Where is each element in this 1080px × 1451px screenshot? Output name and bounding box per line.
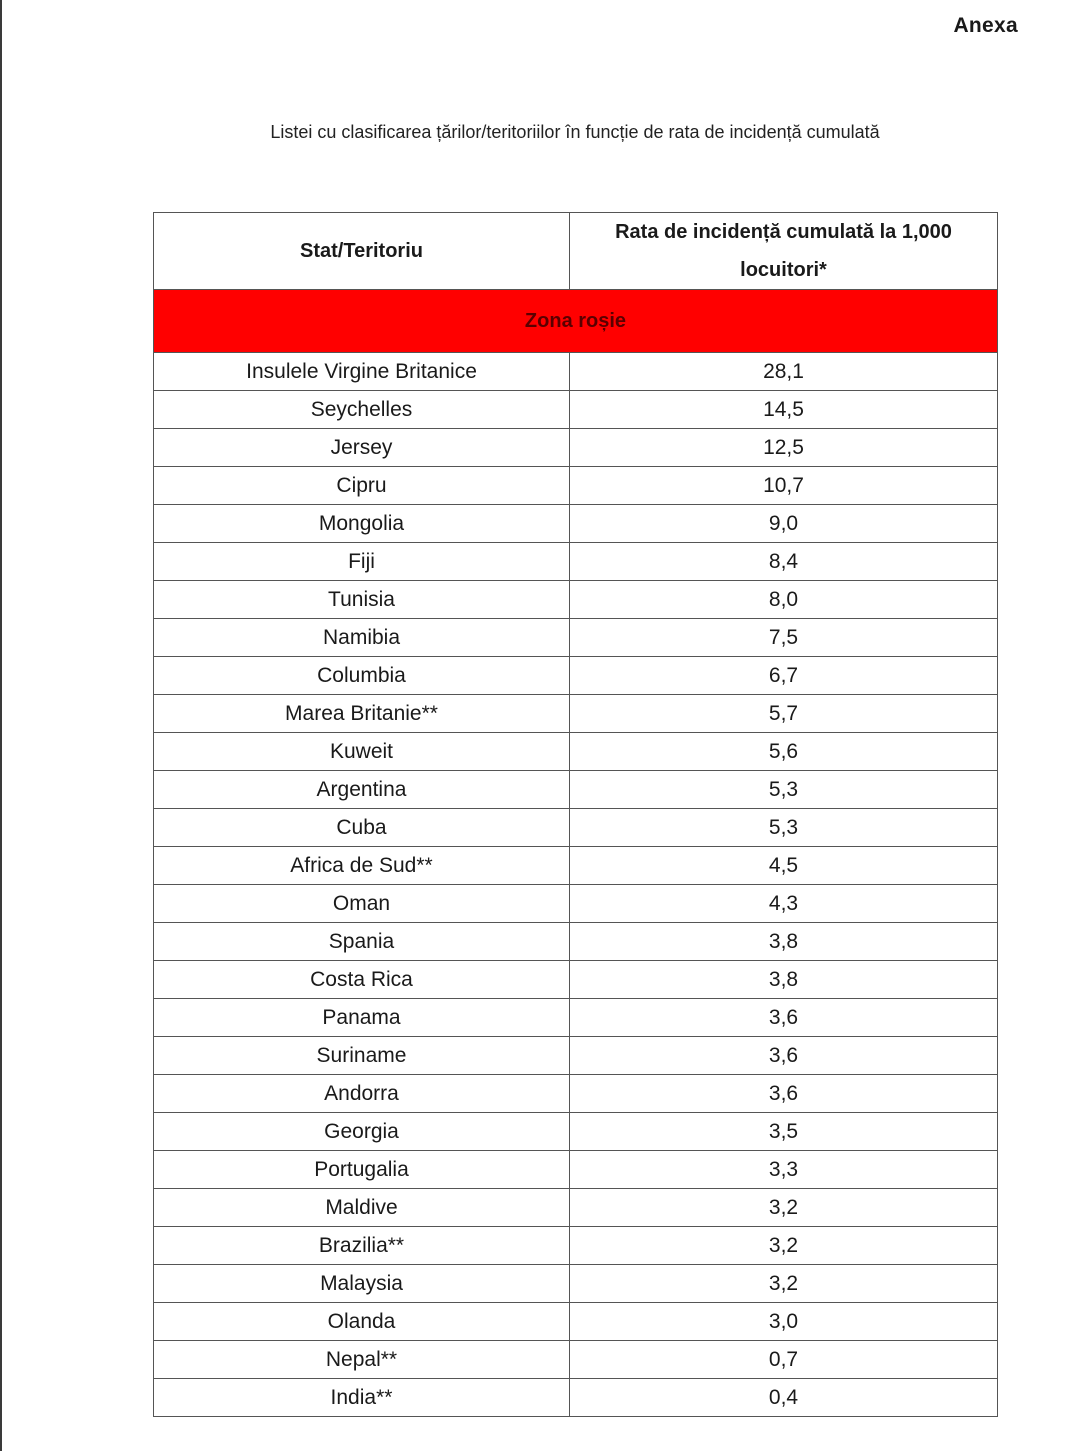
country-cell: Marea Britanie** (154, 695, 570, 733)
rate-cell: 3,2 (570, 1265, 998, 1303)
rate-cell: 8,0 (570, 581, 998, 619)
table-row (154, 1189, 998, 1227)
country-column-header-label: Stat/Teritoriu (300, 240, 423, 262)
zone-header-row (154, 290, 998, 353)
table-row (154, 619, 998, 657)
rate-cell: 3,8 (570, 923, 998, 961)
rate-cell: 3,0 (570, 1303, 998, 1341)
rate-cell: 9,0 (570, 505, 998, 543)
rate-cell: 12,5 (570, 429, 998, 467)
rate-cell: 7,5 (570, 619, 998, 657)
country-cell: Mongolia (154, 505, 570, 543)
rate-cell: 3,2 (570, 1189, 998, 1227)
table-row (154, 581, 998, 619)
table-row (154, 1113, 998, 1151)
country-cell: Costa Rica (154, 961, 570, 999)
country-cell: Nepal** (154, 1341, 570, 1379)
table-row (154, 429, 998, 467)
rate-cell: 6,7 (570, 657, 998, 695)
table-header (154, 213, 998, 290)
country-cell: Argentina (154, 771, 570, 809)
rate-cell: 5,6 (570, 733, 998, 771)
table-row (154, 467, 998, 505)
country-cell: Seychelles (154, 391, 570, 429)
table-row (154, 1341, 998, 1379)
table-row (154, 505, 998, 543)
rate-cell: 0,4 (570, 1379, 998, 1417)
table-row (154, 391, 998, 429)
country-cell: Tunisia (154, 581, 570, 619)
annex-label: Anexa (953, 14, 1018, 37)
table-row (154, 1303, 998, 1341)
page-left-edge (0, 0, 2, 1451)
table-row (154, 1151, 998, 1189)
rate-cell: 3,6 (570, 1037, 998, 1075)
table-row (154, 961, 998, 999)
country-cell: Oman (154, 885, 570, 923)
table-row (154, 999, 998, 1037)
country-cell: Olanda (154, 1303, 570, 1341)
country-cell: Suriname (154, 1037, 570, 1075)
country-cell: Cipru (154, 467, 570, 505)
table-row (154, 771, 998, 809)
country-cell: Fiji (154, 543, 570, 581)
rate-cell: 3,6 (570, 1075, 998, 1113)
rate-cell: 28,1 (570, 353, 998, 391)
table-row (154, 1379, 998, 1417)
rate-cell: 3,2 (570, 1227, 998, 1265)
table-row (154, 657, 998, 695)
rate-cell: 5,3 (570, 809, 998, 847)
rate-cell: 14,5 (570, 391, 998, 429)
rate-column-header (570, 213, 998, 290)
document-title: Listei cu clasificarea țărilor/teritoriilor în funcție de rata de incidență cumulată (270, 122, 880, 142)
country-cell: Africa de Sud** (154, 847, 570, 885)
rate-cell: 8,4 (570, 543, 998, 581)
table-row (154, 353, 998, 391)
table-row (154, 1037, 998, 1075)
rate-cell: 10,7 (570, 467, 998, 505)
rate-cell: 5,7 (570, 695, 998, 733)
country-cell: Insulele Virgine Britanice (154, 353, 570, 391)
table-row (154, 695, 998, 733)
country-cell: Georgia (154, 1113, 570, 1151)
table-row (154, 809, 998, 847)
country-cell: Maldive (154, 1189, 570, 1227)
country-cell: Panama (154, 999, 570, 1037)
country-cell: India** (154, 1379, 570, 1417)
country-cell: Namibia (154, 619, 570, 657)
zone-label: Zona roșie (524, 309, 627, 332)
table-row (154, 923, 998, 961)
table-row (154, 1227, 998, 1265)
table-row (154, 847, 998, 885)
rate-cell: 3,3 (570, 1151, 998, 1189)
rate-cell: 5,3 (570, 771, 998, 809)
table-row (154, 543, 998, 581)
rate-cell: 3,5 (570, 1113, 998, 1151)
table-row (154, 733, 998, 771)
country-cell: Portugalia (154, 1151, 570, 1189)
table-row (154, 1265, 998, 1303)
country-column-header (154, 213, 570, 290)
country-cell: Cuba (154, 809, 570, 847)
incidence-table (153, 212, 998, 1417)
country-cell: Andorra (154, 1075, 570, 1113)
country-cell: Malaysia (154, 1265, 570, 1303)
country-cell: Jersey (154, 429, 570, 467)
table-row (154, 885, 998, 923)
country-cell: Spania (154, 923, 570, 961)
table-row (154, 1075, 998, 1113)
rate-column-header-line2: locuitori* (740, 259, 827, 281)
rate-column-header-line1: Rata de incidență cumulată la 1,000 (615, 221, 952, 243)
country-cell: Brazilia** (154, 1227, 570, 1265)
table-body (154, 290, 998, 1417)
rate-cell: 4,3 (570, 885, 998, 923)
rate-cell: 3,8 (570, 961, 998, 999)
rate-cell: 4,5 (570, 847, 998, 885)
country-cell: Kuweit (154, 733, 570, 771)
country-cell: Columbia (154, 657, 570, 695)
rate-cell: 3,6 (570, 999, 998, 1037)
rate-cell: 0,7 (570, 1341, 998, 1379)
